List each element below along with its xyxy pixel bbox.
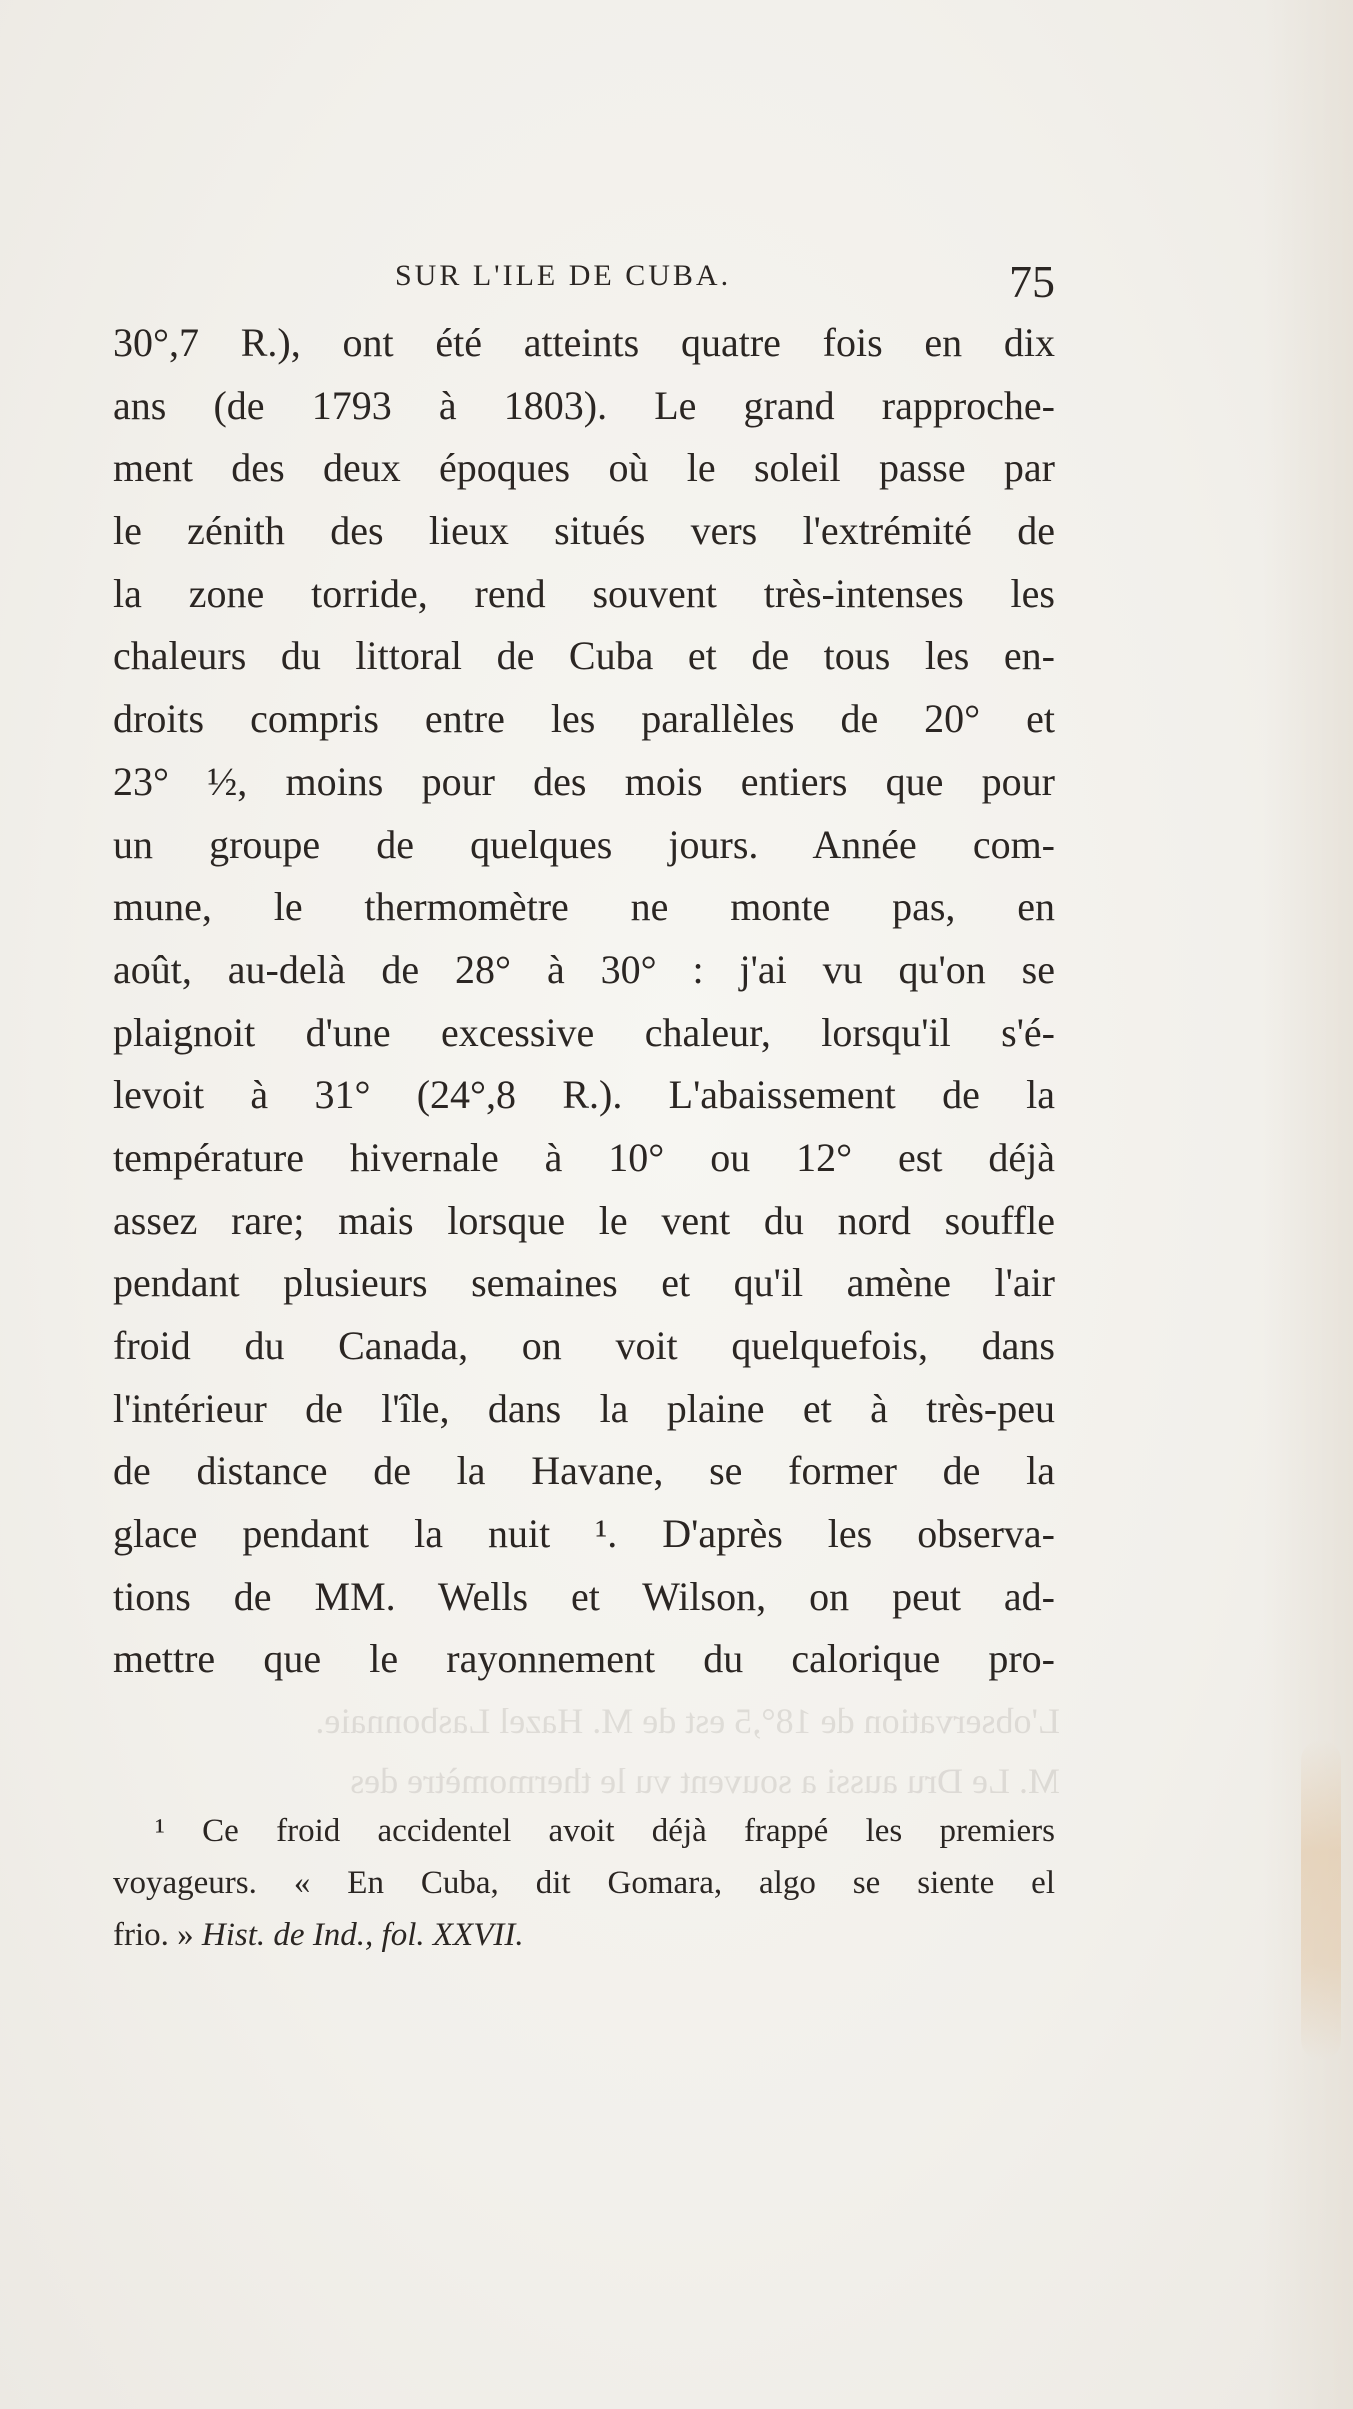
- text-line: glace pendant la nuit ¹. D'après les observa-: [113, 1511, 1055, 1557]
- page-header: [395, 255, 1055, 305]
- text-line: froid du Canada, on voit quelquefois, dans: [113, 1323, 1055, 1368]
- footnote-line: [113, 1909, 1055, 1961]
- text-line: plaignoit d'une excessive chaleur, lorsqu'il s'é-: [113, 1009, 1055, 1055]
- show-through-text: M. Le Dru aussi a souvent vu le thermomètre des: [350, 1761, 1060, 1801]
- show-through-text: L'observation de 18°,5 est de M. Hazel Lasbonnaie.: [315, 1701, 1060, 1741]
- footnote-citation: Hist. de Ind., fol. XXVII.: [201, 1917, 524, 1953]
- text-line: mettre que le rayonnement du calorique pro-: [113, 1636, 1055, 1682]
- text-line: mune, le thermomètre ne monte pas, en: [113, 884, 1055, 930]
- text-line: ans (de 1793 à 1803). Le grand rapproche-: [113, 382, 1055, 428]
- running-title: SUR L'ILE DE CUBA.: [395, 259, 732, 292]
- text-line: température hivernale à 10° ou 12° est déjà: [113, 1134, 1055, 1180]
- text-line: l'intérieur de l'île, dans la plaine et à très-peu: [113, 1385, 1055, 1431]
- text-line: de distance de la Havane, se former de la: [113, 1448, 1055, 1494]
- page-number: 75: [1009, 256, 1055, 307]
- text-line: août, au-delà de 28° à 30° : j'ai vu qu'on se: [113, 946, 1055, 992]
- text-line: 30°,7 R.), ont été atteints quatre fois en dix: [113, 320, 1055, 365]
- text-line: la zone torride, rend souvent très-intenses les: [113, 570, 1055, 616]
- footnote-text: frio. »: [113, 1917, 202, 1953]
- footnote: [113, 1805, 1055, 1961]
- text-line: levoit à 31° (24°,8 R.). L'abaissement de la: [113, 1072, 1055, 1118]
- footnote-line: ¹ Ce froid accidentel avoit déjà frappé les premiers: [155, 1813, 1055, 1849]
- text-line: chaleurs du littoral de Cuba et de tous les en-: [113, 633, 1055, 679]
- text-line: 23° ½, moins pour des mois entiers que pour: [113, 758, 1055, 804]
- text-line: le zénith des lieux situés vers l'extrémité de: [113, 508, 1055, 554]
- text-line: pendant plusieurs semaines et qu'il amène l'air: [113, 1260, 1055, 1306]
- text-line: assez rare; mais lorsque le vent du nord souffle: [113, 1197, 1055, 1243]
- text-line: droits compris entre les parallèles de 20° et: [113, 696, 1055, 742]
- paper-stain: [1301, 1740, 1341, 2060]
- footnote-line: voyageurs. « En Cuba, dit Gomara, algo se siente el: [113, 1865, 1055, 1901]
- text-line: tions de MM. Wells et Wilson, on peut ad-: [113, 1573, 1055, 1619]
- text-line: ment des deux époques où le soleil passe par: [113, 445, 1055, 491]
- body-text: [113, 312, 1055, 1691]
- text-line: un groupe de quelques jours. Année com-: [113, 821, 1055, 867]
